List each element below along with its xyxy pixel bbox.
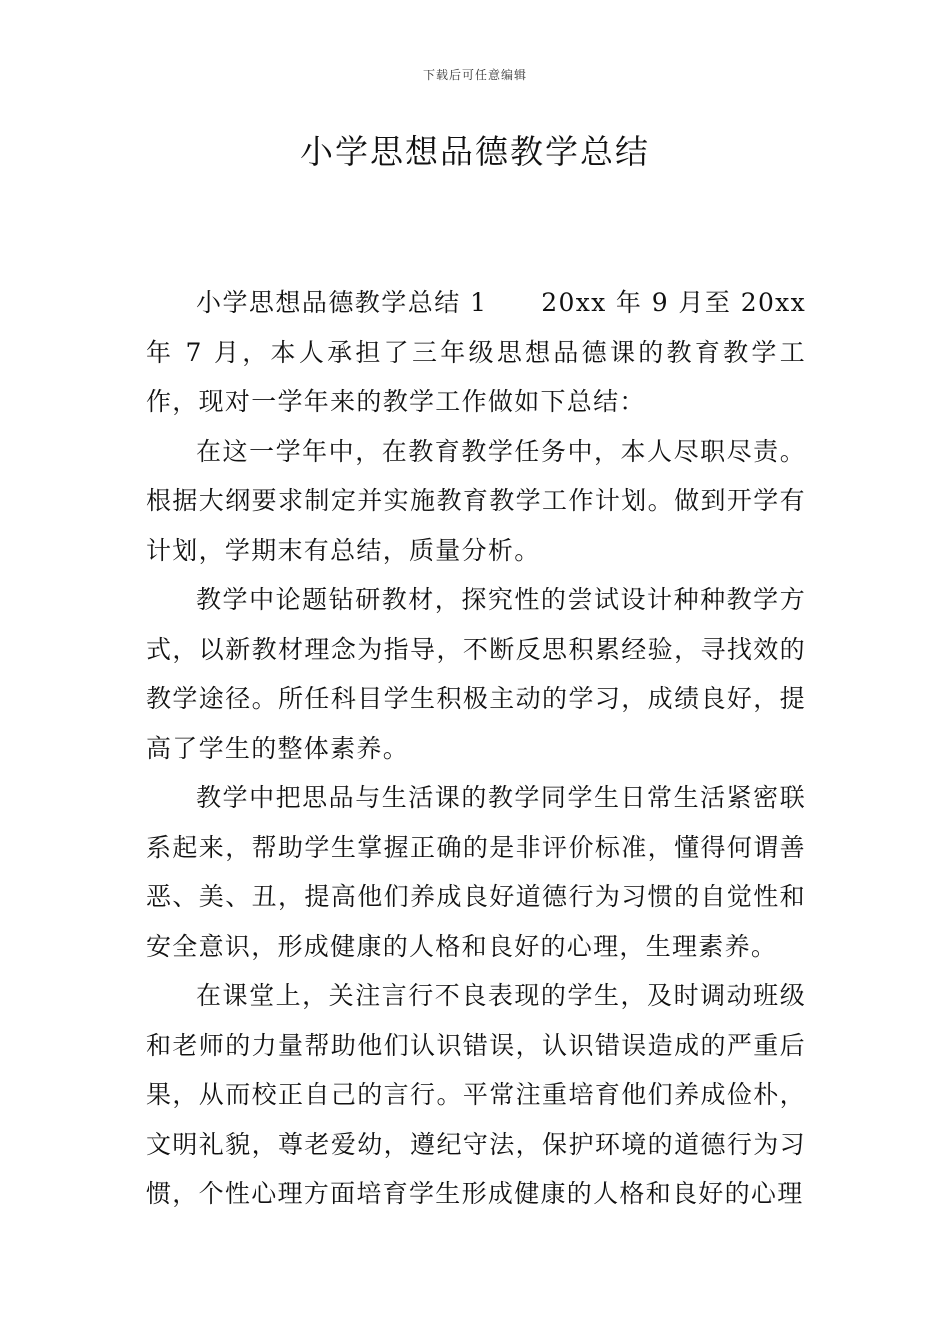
body-paragraph-2: 教学中论题钻研教材，探究性的尝试设计种种教学方式，以新教材理念为指导，不断反思积累经验，寻找效的教学途径。所任科目学生积极主动的学习，成绩良好，提高了学生的整体素养。 [146,585,806,763]
header-note: 下载后可任意编辑 [422,68,527,82]
body-paragraph-3: 教学中把思品与生活课的教学同学生日常生活紧密联系起来，帮助学生掌握正确的是非评价标准，懂得何谓善恶、美、丑，提高他们养成良好道德行为习惯的自觉性和安全意识，形成健康的人格和良好的心理，生理素养。 [146,783,806,961]
intro-rest: 20xx 年 9 月至 20xx 年 7 月，本人承担了三年级思想品德课的教育教学工作，现对一学年来的教学工作做如下总结： [146,288,806,416]
document-body [146,278,806,1219]
intro-paragraph [146,278,806,427]
body-paragraph-1: 在这一学年中，在教育教学任务中，本人尽职尽责。根据大纲要求制定并实施教育教学工作计划。做到开学有计划，学期末有总结，质量分析。 [146,436,806,565]
intro-lead: 小学思想品德教学总结 1 [196,288,488,317]
document-title: 小学思想品德教学总结 [300,132,650,171]
body-paragraph-4: 在课堂上，关注言行不良表现的学生，及时调动班级和老师的力量帮助他们认识错误，认识错误造成的严重后果，从而校正自己的言行。平常注重培育他们养成俭朴，文明礼貌，尊老爱幼，遵纪守法，保护环境的道德行为习惯，个性心理方面培育学生形成健康的人格和良好的心理 [146,981,806,1208]
